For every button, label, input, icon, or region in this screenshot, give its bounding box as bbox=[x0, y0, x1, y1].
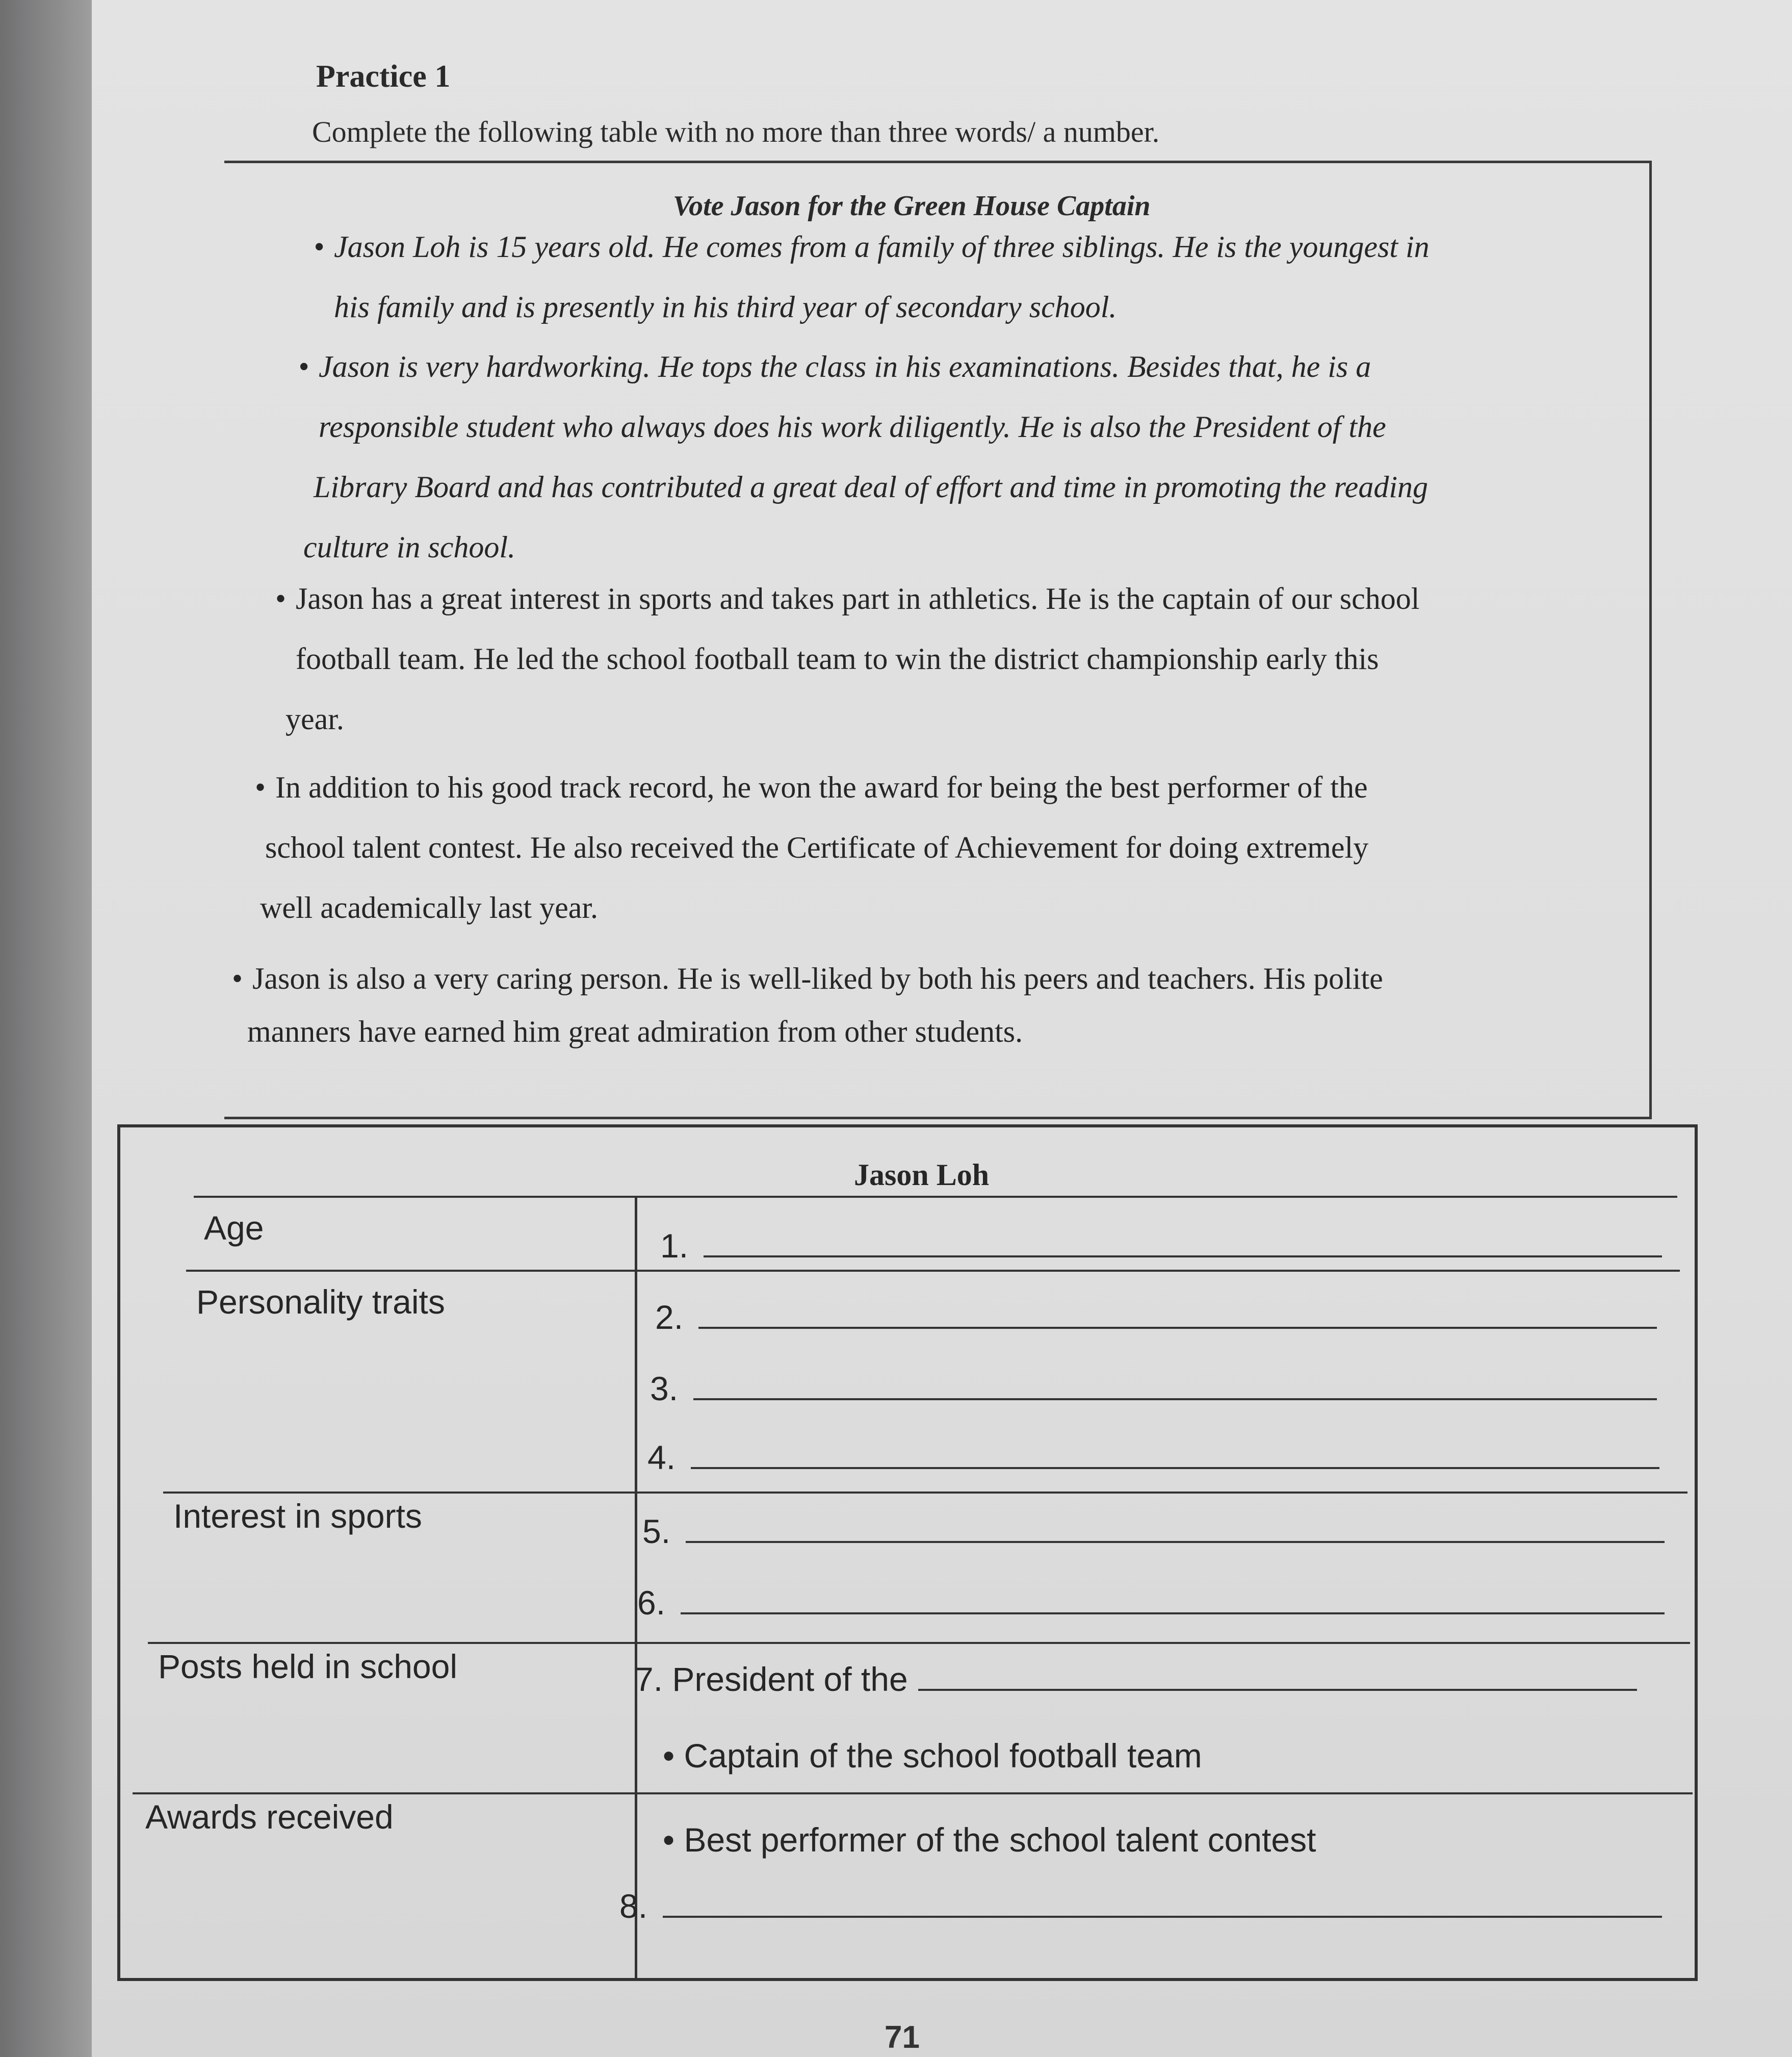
paragraph-line: responsible student who always does his work diligently. He is also the President of the bbox=[319, 410, 1386, 444]
passage-paragraph: • Jason Loh is 15 years old. He comes from a family of three siblings. He is the youngest in his family and is presently in his third year of secondary school. bbox=[314, 230, 1430, 324]
answer-blank[interactable] bbox=[698, 1298, 1657, 1329]
paragraph-line: school talent contest. He also received the Certificate of Achievement for doing extremely bbox=[265, 831, 1369, 864]
row-label-awards: Awards received bbox=[145, 1798, 394, 1836]
answer-blank[interactable] bbox=[691, 1438, 1659, 1469]
paragraph-line: Jason Loh is 15 years old. He comes from a family of three siblings. He is the youngest in bbox=[334, 230, 1430, 264]
paragraph-line: culture in school. bbox=[303, 530, 516, 564]
paragraph-line: Jason has a great interest in sports and takes part in athletics. He is the captain of our school bbox=[296, 582, 1420, 615]
paragraph-line: well academically last year. bbox=[260, 891, 599, 924]
answer-field-4[interactable]: 4. bbox=[647, 1438, 1659, 1477]
answer-field-5[interactable]: 5. bbox=[642, 1512, 1665, 1551]
answer-field-3[interactable]: 3. bbox=[650, 1369, 1657, 1408]
passage-paragraph: • Jason has a great interest in sports and takes part in athletics. He is the captain of our school football team. He led the school football team to win the district championship early this year. bbox=[275, 582, 1420, 736]
passage-title: Vote Jason for the Green House Captain bbox=[673, 190, 1151, 222]
answer-blank[interactable] bbox=[686, 1512, 1665, 1543]
posts-captain-entry: • Captain of the school football team bbox=[663, 1737, 1202, 1775]
paragraph-line: Jason is very hardworking. He tops the class in his examinations. Besides that, he is a bbox=[319, 350, 1371, 383]
table-divider bbox=[133, 1792, 1693, 1794]
answer-blank[interactable] bbox=[663, 1887, 1662, 1918]
table-divider bbox=[148, 1642, 1690, 1644]
table-title: Jason Loh bbox=[854, 1158, 990, 1192]
answer-field-1[interactable]: 1. bbox=[660, 1226, 1662, 1265]
row-label-posts: Posts held in school bbox=[158, 1648, 458, 1685]
paragraph-line: manners have earned him great admiration from other students. bbox=[247, 1015, 1023, 1048]
instruction-text: Complete the following table with no more than three words/ a number. bbox=[312, 115, 1160, 148]
paragraph-line: his family and is presently in his third year of secondary school. bbox=[334, 290, 1117, 324]
paragraph-line: Jason is also a very caring person. He is well-liked by both his peers and teachers. His polite bbox=[252, 962, 1383, 995]
paragraph-line: In addition to his good track record, he won the award for being the best performer of the bbox=[275, 770, 1368, 804]
practice-title: Practice 1 bbox=[316, 59, 451, 94]
page-number: 71 bbox=[885, 2020, 920, 2055]
passage-paragraph: • Jason is also a very caring person. He is well-liked by both his peers and teachers. His polite manners have earned him great admiration from other students. bbox=[232, 962, 1383, 1048]
row-label-age: Age bbox=[204, 1209, 264, 1247]
awards-best-performer-entry: • Best performer of the school talent contest bbox=[663, 1821, 1316, 1859]
table-divider bbox=[163, 1492, 1687, 1494]
answer-blank[interactable] bbox=[681, 1584, 1665, 1614]
table-divider bbox=[194, 1196, 1677, 1198]
table-divider bbox=[186, 1270, 1680, 1272]
paragraph-line: year. bbox=[285, 702, 344, 736]
passage-paragraph: • In addition to his good track record, he won the award for being the best performer of the school talent contest. He also received the Certificate of Achievement for doing extremely well academically last year. bbox=[255, 770, 1369, 924]
answer-field-2[interactable]: 2. bbox=[655, 1298, 1657, 1336]
answer-field-8[interactable]: 8. bbox=[619, 1887, 1662, 1925]
row-label-personality: Personality traits bbox=[196, 1283, 445, 1321]
answer-field-6[interactable]: 6. bbox=[637, 1583, 1665, 1622]
row-label-sports: Interest in sports bbox=[173, 1497, 422, 1535]
answer-field-7[interactable]: 7. President of the bbox=[635, 1660, 1637, 1699]
passage-paragraph: • Jason is very hardworking. He tops the class in his examinations. Besides that, he is a responsible student who always does his work diligently. He is also the President of the Library Board and has contributed a great deal of effort and time in promoting the reading culture in school. bbox=[298, 350, 1428, 564]
paragraph-line: football team. He led the school football team to win the district championship early this bbox=[296, 642, 1379, 676]
answer-blank[interactable] bbox=[704, 1227, 1662, 1257]
answer-blank[interactable] bbox=[693, 1370, 1657, 1400]
answer-blank[interactable] bbox=[918, 1660, 1637, 1691]
paragraph-line: Library Board and has contributed a great deal of effort and time in promoting the reading bbox=[314, 470, 1428, 504]
